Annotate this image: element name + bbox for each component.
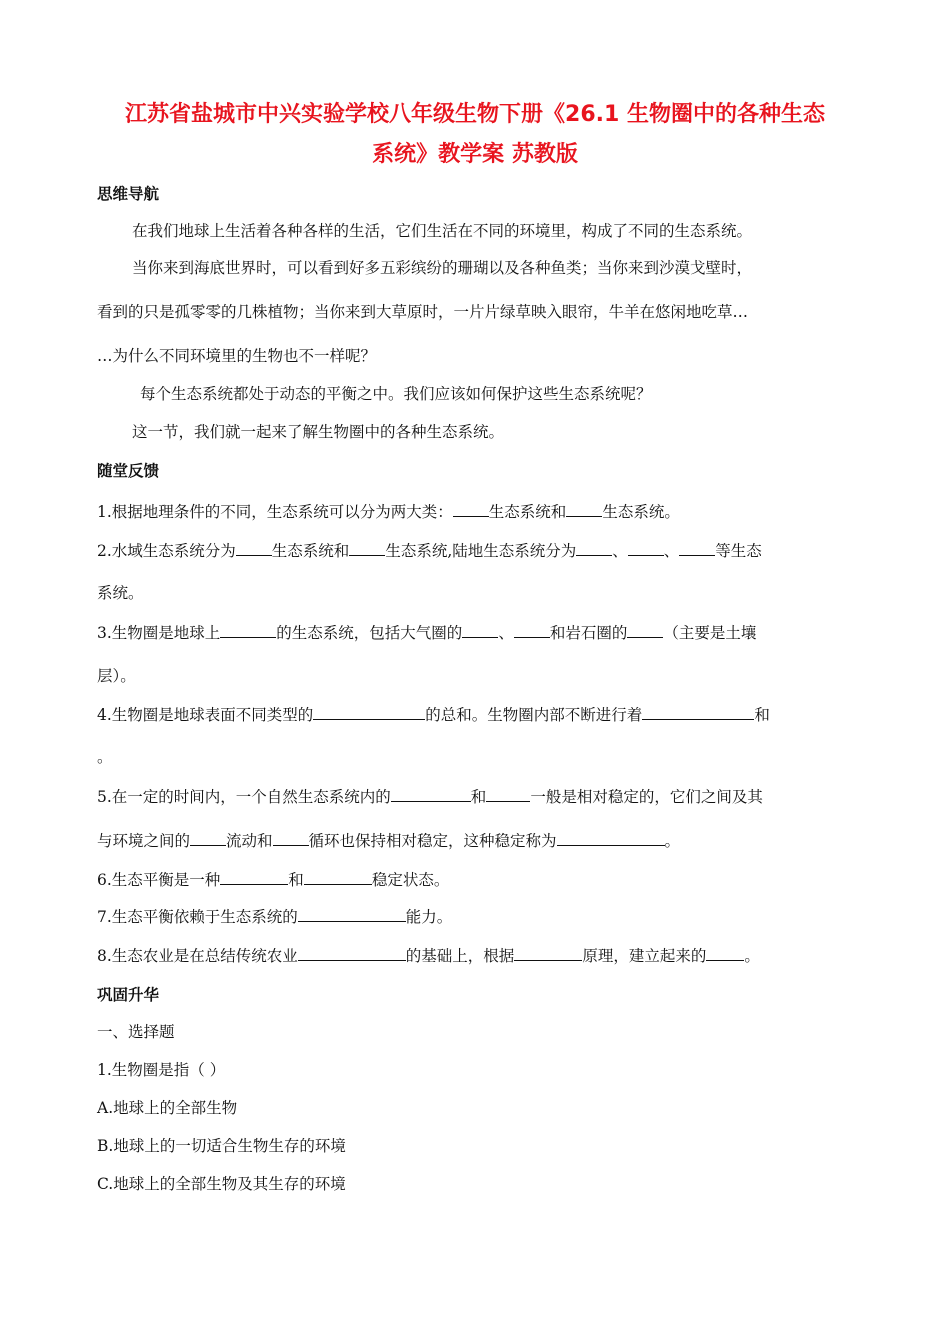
- answer-blank[interactable]: [557, 829, 665, 846]
- answer-blank[interactable]: [236, 539, 272, 556]
- choice-option-b: B.地球上的一切适合生物生存的环境: [97, 1137, 346, 1155]
- subheading-multiple-choice: 一、选择题: [97, 1023, 175, 1041]
- intro-paragraph-2: 当你来到海底世界时，可以看到好多五彩缤纷的珊瑚以及各种鱼类；当你来到沙漠戈壁时，: [132, 259, 753, 277]
- feedback-question-1: 1.根据地理条件的不同，生态系统可以分为两大类： 生态系统和 生态系统。: [97, 500, 680, 523]
- intro-paragraph-2-end: …为什么不同环境里的生物也不一样呢？: [97, 347, 377, 365]
- feedback-question-3-cont: 层）。: [97, 667, 136, 685]
- choice-option-a: A.地球上的全部生物: [97, 1099, 238, 1117]
- answer-blank[interactable]: [313, 703, 425, 720]
- section-heading-thinking-guide: 思维导航: [97, 185, 160, 203]
- answer-blank[interactable]: [576, 539, 612, 556]
- choice-option-c: C.地球上的全部生物及其生存的环境: [97, 1175, 346, 1193]
- intro-paragraph-4: 这一节，我们就一起来了解生物圈中的各种生态系统。: [132, 423, 505, 441]
- feedback-question-5: 5.在一定的时间内，一个自然生态系统内的 和 一般是相对稳定的，它们之间及其: [97, 785, 763, 808]
- intro-paragraph-2-cont: 看到的只是孤零零的几株植物；当你来到大草原时，一片片绿草映入眼帘，牛羊在悠闲地吃草…: [97, 303, 749, 321]
- answer-blank[interactable]: [642, 703, 754, 720]
- document-title-line-2: 系统》教学案 苏教版: [372, 142, 578, 167]
- feedback-question-2: 2.水域生态系统分为 生态系统和 生态系统,陆地生态系统分为 、 、 等生态: [97, 539, 762, 562]
- intro-paragraph-3: 每个生态系统都处于动态的平衡之中。我们应该如何保护这些生态系统呢？: [140, 385, 652, 403]
- answer-blank[interactable]: [566, 500, 602, 517]
- answer-blank[interactable]: [627, 621, 663, 638]
- answer-blank[interactable]: [220, 868, 288, 885]
- feedback-question-3: 3.生物圈是地球上 的生态系统，包括大气圈的 、 和岩石圈的 （主要是土壤: [97, 621, 756, 644]
- answer-blank[interactable]: [706, 944, 744, 961]
- answer-blank[interactable]: [273, 829, 309, 846]
- choice-question-1: 1.生物圈是指（ ）: [97, 1061, 226, 1079]
- answer-blank[interactable]: [486, 785, 530, 802]
- answer-blank[interactable]: [304, 868, 372, 885]
- section-heading-consolidation: 巩固升华: [97, 986, 160, 1004]
- answer-blank[interactable]: [220, 621, 276, 638]
- feedback-question-8: 8.生态农业是在总结传统农业 的基础上，根据 原理，建立起来的 。: [97, 944, 760, 967]
- answer-blank[interactable]: [514, 944, 582, 961]
- answer-blank[interactable]: [628, 539, 664, 556]
- answer-blank[interactable]: [190, 829, 226, 846]
- feedback-question-5-cont: 与环境之间的 流动和 循环也保持相对稳定，这种稳定称为 。: [97, 829, 680, 852]
- feedback-question-4: 4.生物圈是地球表面不同类型的 的总和。生物圈内部不断进行着 和: [97, 703, 770, 726]
- feedback-question-4-cont: 。: [97, 748, 113, 766]
- answer-blank[interactable]: [679, 539, 715, 556]
- answer-blank[interactable]: [453, 500, 489, 517]
- answer-blank[interactable]: [349, 539, 385, 556]
- feedback-question-2-cont: 系统。: [97, 584, 144, 602]
- answer-blank[interactable]: [462, 621, 498, 638]
- answer-blank[interactable]: [298, 944, 406, 961]
- answer-blank[interactable]: [391, 785, 471, 802]
- answer-blank[interactable]: [298, 905, 406, 922]
- section-heading-feedback: 随堂反馈: [97, 462, 160, 480]
- answer-blank[interactable]: [514, 621, 550, 638]
- feedback-question-7: 7.生态平衡依赖于生态系统的 能力。: [97, 905, 452, 928]
- intro-paragraph-1: 在我们地球上生活着各种各样的生活，它们生活在不同的环境里，构成了不同的生态系统。: [132, 222, 753, 240]
- feedback-question-6: 6.生态平衡是一种 和 稳定状态。: [97, 868, 449, 891]
- document-title-line-1: 江苏省盐城市中兴实验学校八年级生物下册《26.1 生物圈中的各种生态: [125, 102, 825, 127]
